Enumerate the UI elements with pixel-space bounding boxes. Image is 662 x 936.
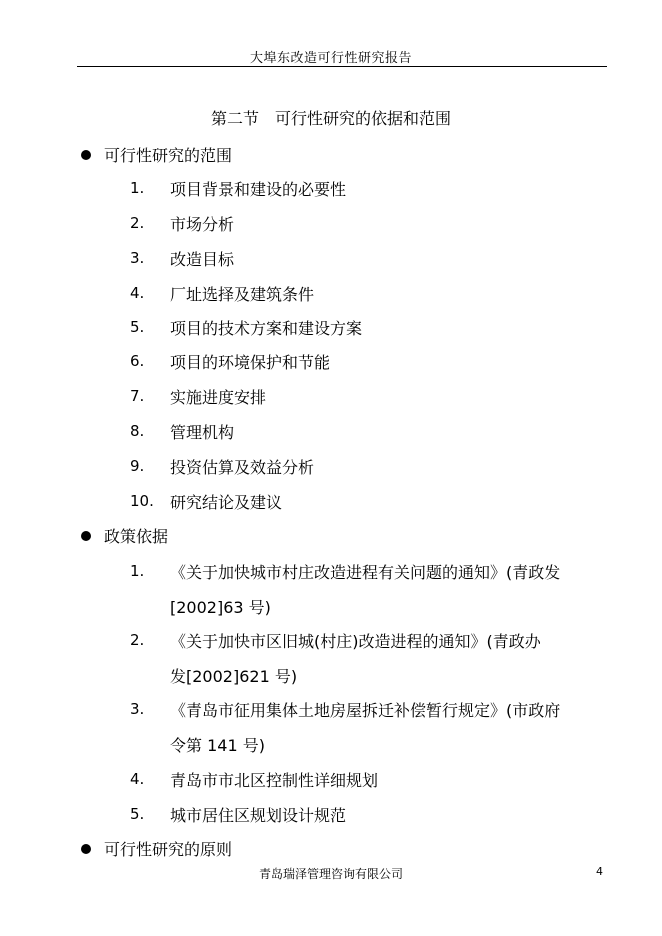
list-item-text: 项目的技术方案和建设方案 — [170, 319, 363, 338]
list-item-text: 《关于加快市区旧城(村庄)改造进程的通知》(青政办 — [170, 632, 541, 651]
list-item-number: 4. — [130, 770, 145, 788]
list-item-number: 8. — [130, 422, 145, 440]
list-item-text: 项目的环境保护和节能 — [170, 353, 331, 372]
list-item-text: 市场分析 — [170, 215, 235, 234]
list-item-text-continued: [2002]63 号) — [170, 598, 271, 617]
list-item-number: 3. — [130, 700, 145, 718]
footer-company: 青岛瑞泽管理咨询有限公司 — [258, 867, 403, 881]
page-number: 4 — [596, 865, 603, 878]
list-item-number: 9. — [130, 457, 145, 475]
section-heading: 第二节 可行性研究的依据和范围 — [210, 109, 451, 128]
list-item-number: 3. — [130, 249, 145, 267]
list-item-number: 5. — [130, 805, 145, 823]
list-item-text: 研究结论及建议 — [170, 493, 283, 512]
list-item-text: 厂址选择及建筑条件 — [170, 285, 315, 304]
list-item-text: 《青岛市征用集体土地房屋拆迁补偿暂行规定》(市政府 — [170, 701, 561, 720]
header-divider — [77, 66, 607, 67]
bullet-icon — [81, 531, 91, 541]
principles-title: 可行性研究的原则 — [104, 840, 233, 859]
list-item-text: 青岛市市北区控制性详细规划 — [170, 771, 379, 790]
scope-title: 可行性研究的范围 — [104, 146, 233, 165]
list-item-number: 5. — [130, 318, 145, 336]
policy-title: 政策依据 — [104, 527, 169, 546]
list-item-number: 2. — [130, 214, 145, 232]
header-title: 大埠东改造可行性研究报告 — [249, 51, 412, 66]
list-item-text: 实施进度安排 — [170, 388, 267, 407]
list-item-text: 项目背景和建设的必要性 — [170, 180, 347, 199]
list-item-text: 投资估算及效益分析 — [170, 458, 315, 477]
list-item-text: 《关于加快城市村庄改造进程有关问题的通知》(青政发 — [170, 563, 561, 582]
list-item-text: 城市居住区规划设计规范 — [170, 806, 347, 825]
list-item-number: 7. — [130, 387, 145, 405]
list-item-text-continued: 发[2002]621 号) — [170, 667, 298, 686]
list-item-number: 6. — [130, 352, 145, 370]
list-item-number: 10. — [130, 492, 154, 510]
list-item-number: 1. — [130, 562, 145, 580]
bullet-icon — [81, 150, 91, 160]
bullet-icon — [81, 844, 91, 854]
list-item-text: 管理机构 — [170, 423, 235, 442]
list-item-number: 4. — [130, 284, 145, 302]
list-item-text: 改造目标 — [170, 250, 235, 269]
list-item-text-continued: 令第 141 号) — [170, 736, 265, 755]
list-item-number: 1. — [130, 179, 145, 197]
list-item-number: 2. — [130, 631, 145, 649]
